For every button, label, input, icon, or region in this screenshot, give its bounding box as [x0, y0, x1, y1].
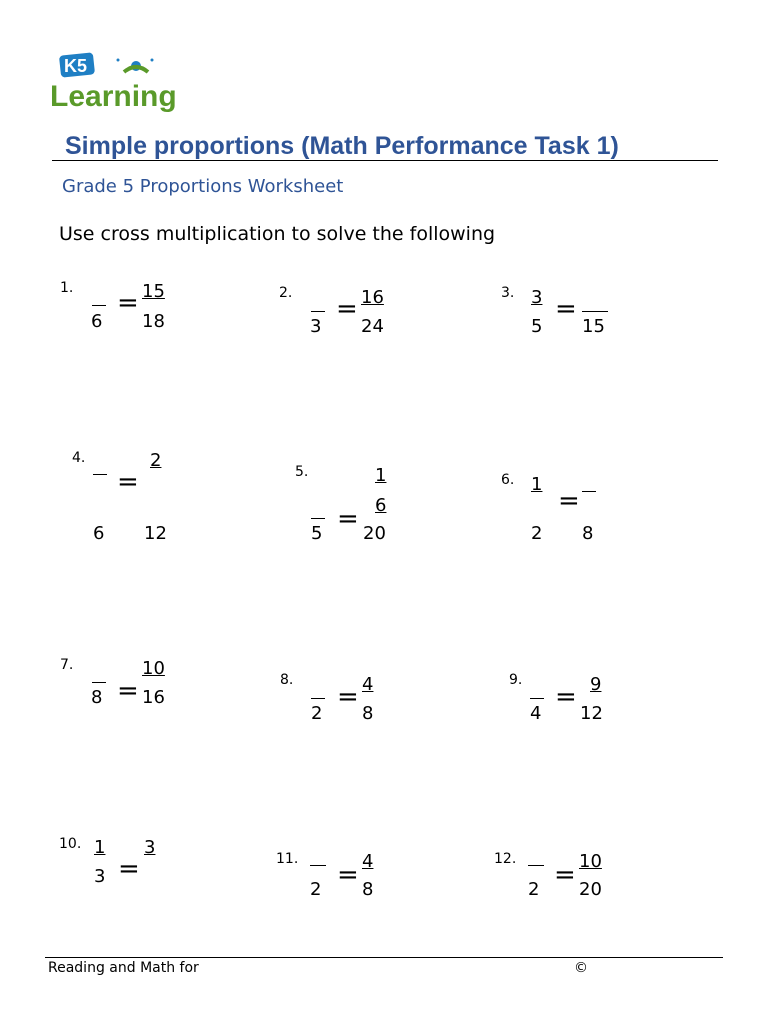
fraction-denominator: 8	[362, 879, 374, 900]
fraction-denominator: 2	[310, 879, 322, 900]
k5-learning-logo	[48, 50, 188, 114]
fraction-numerator: 2	[150, 450, 162, 471]
answer-blank	[92, 305, 106, 306]
fraction-numerator: 1	[531, 474, 543, 495]
problem-number: 9.	[509, 672, 523, 688]
fraction-numerator: 1	[94, 837, 106, 858]
fraction-denominator: 8	[362, 703, 374, 724]
fraction-numerator: 10	[579, 851, 602, 872]
problem-number: 2.	[279, 285, 293, 301]
answer-blank	[92, 682, 106, 683]
equals-sign: =	[117, 676, 139, 706]
fraction-denominator: 5	[311, 523, 323, 544]
answer-blank	[310, 865, 326, 866]
fraction-denominator: 6	[91, 311, 103, 332]
footer-text: Reading and Math for	[48, 960, 199, 976]
fraction-denominator: 2	[531, 523, 543, 544]
equals-sign: =	[117, 467, 139, 497]
answer-blank	[311, 311, 325, 312]
fraction-denominator: 15	[582, 316, 605, 337]
answer-blank	[311, 698, 325, 699]
answer-blank	[528, 865, 544, 866]
fraction-denominator: 6	[93, 523, 105, 544]
fraction-numerator: 4	[362, 674, 374, 695]
fraction-numerator: 3	[144, 837, 156, 858]
fraction-denominator: 24	[361, 316, 384, 337]
problem-number: 12.	[494, 851, 517, 867]
svg-text:K5: K5	[64, 56, 88, 76]
answer-blank	[582, 311, 608, 312]
problem-number: 5.	[295, 464, 309, 480]
instructions: Use cross multiplication to solve the following	[59, 223, 496, 245]
fraction-numerator: 3	[531, 287, 543, 308]
fraction-denominator: 5	[531, 316, 543, 337]
equals-sign: =	[558, 486, 580, 516]
fraction-denominator: 4	[530, 703, 542, 724]
equals-sign: =	[118, 854, 140, 884]
answer-blank	[582, 491, 596, 492]
fraction-denominator: 20	[579, 879, 602, 900]
fraction-numerator: 15	[142, 281, 165, 302]
svg-text:Learning: Learning	[50, 80, 177, 113]
page-title: Simple proportions (Math Performance Task 1)	[65, 132, 619, 160]
title-divider	[52, 160, 718, 161]
fraction-denominator: 18	[142, 311, 165, 332]
footer-divider	[45, 957, 723, 958]
answer-blank	[311, 518, 325, 519]
fraction-numerator: 9	[590, 674, 602, 695]
problem-number: 1.	[60, 280, 74, 296]
equals-sign: =	[337, 682, 359, 712]
fraction-denominator: 12	[580, 703, 603, 724]
fraction-numerator: 16	[361, 287, 384, 308]
answer-blank	[93, 474, 107, 475]
fraction-denominator: 2	[528, 879, 540, 900]
page-subtitle: Grade 5 Proportions Worksheet	[62, 176, 344, 197]
answer-blank	[530, 698, 544, 699]
fraction-numerator: 4	[362, 851, 374, 872]
problem-number: 4.	[72, 450, 86, 466]
fraction-numerator: 1	[375, 465, 387, 486]
fraction-denominator: 20	[363, 523, 386, 544]
fraction-numerator: 10	[142, 658, 165, 679]
copyright-symbol: ©	[574, 960, 588, 976]
problem-number: 8.	[280, 672, 294, 688]
fraction-denominator: 8	[582, 523, 594, 544]
problem-number: 7.	[60, 657, 74, 673]
equals-sign: =	[337, 504, 359, 534]
problem-number: 6.	[501, 472, 515, 488]
problem-number: 3.	[501, 285, 515, 301]
equals-sign: =	[554, 860, 576, 890]
equals-sign: =	[336, 294, 358, 324]
fraction-denominator: 3	[94, 866, 106, 887]
equals-sign: =	[555, 294, 577, 324]
fraction-denominator: 2	[311, 703, 323, 724]
problem-number: 10.	[59, 836, 82, 852]
equals-sign: =	[117, 288, 139, 318]
equals-sign: =	[555, 682, 577, 712]
fraction-denominator: 3	[310, 316, 322, 337]
problem-number: 11.	[276, 851, 299, 867]
fraction-denominator: 8	[91, 687, 103, 708]
fraction-numerator: 6	[375, 495, 387, 516]
fraction-denominator: 12	[144, 523, 167, 544]
fraction-denominator: 16	[142, 687, 165, 708]
equals-sign: =	[337, 860, 359, 890]
